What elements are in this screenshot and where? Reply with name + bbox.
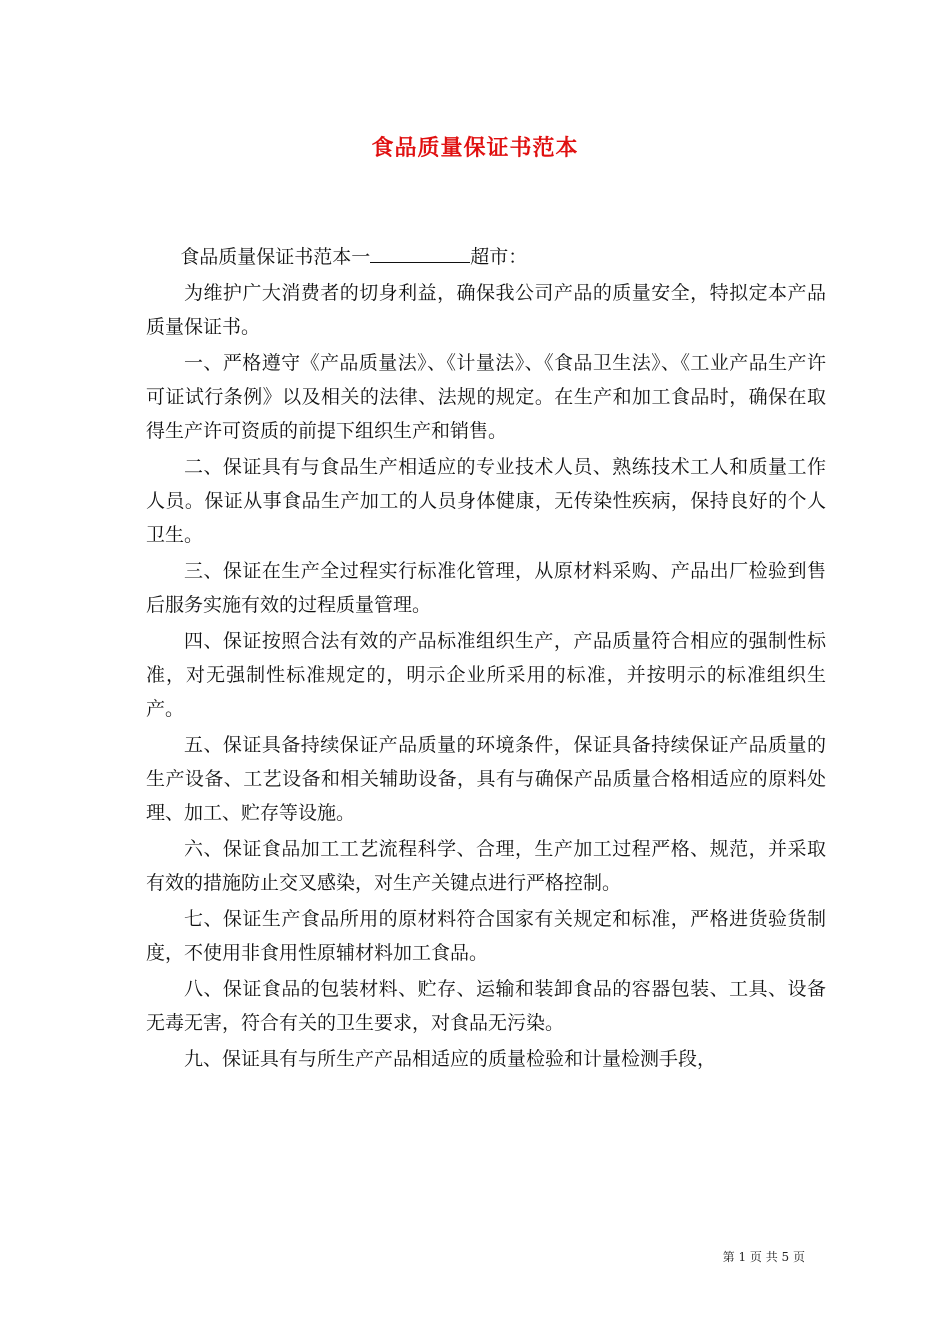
paragraph: 九、保证具有与所生产产品相适应的质量检验和计量检测手段， [184, 1048, 717, 1070]
document-body [146, 240, 826, 1078]
opening-line [146, 240, 826, 274]
document-title: 食品质量保证书范本 [371, 135, 579, 161]
blank-underline [370, 240, 470, 263]
paragraph: 六、保证食品加工工艺流程科学、合理，生产加工过程严格、规范，并采取有效的措施防止交叉感染，对生产关键点进行严格控制。 [146, 838, 826, 894]
opening-prefix: 食品质量保证书范本一 [180, 246, 371, 268]
paragraph: 二、保证具有与食品生产相适应的专业技术人员、熟练技术工人和质量工作人员。保证从事食品生产加工的人员身体健康，无传染性疾病，保持良好的个人卫生。 [146, 456, 826, 546]
opening-suffix: 超市： [470, 246, 528, 268]
paragraph: 八、保证食品的包装材料、贮存、运输和装卸食品的容器包装、工具、设备无毒无害，符合有关的卫生要求，对食品无污染。 [146, 978, 826, 1034]
page-number: 第 1 页 共 5 页 [722, 1250, 805, 1264]
paragraph: 三、保证在生产全过程实行标准化管理，从原材料采购、产品出厂检验到售后服务实施有效的过程质量管理。 [146, 560, 826, 616]
paragraph: 七、保证生产食品所用的原材料符合国家有关规定和标准，严格进货验货制度，不使用非食用性原辅材料加工食品。 [146, 908, 826, 964]
paragraph: 为维护广大消费者的切身利益，确保我公司产品的质量安全，特拟定本产品质量保证书。 [146, 282, 826, 338]
paragraph: 四、保证按照合法有效的产品标准组织生产，产品质量符合相应的强制性标准，对无强制性标准规定的，明示企业所采用的标准，并按明示的标准组织生产。 [146, 630, 826, 720]
paragraph: 五、保证具备持续保证产品质量的环境条件，保证具备持续保证产品质量的生产设备、工艺设备和相关辅助设备，具有与确保产品质量合格相适应的原料处理、加工、贮存等设施。 [146, 734, 826, 824]
paragraph: 一、严格遵守《产品质量法》、《计量法》、《食品卫生法》、《工业产品生产许可证试行条例》以及相关的法律、法规的规定。在生产和加工食品时，确保在取得生产许可资质的前提下组织生产和销售。 [146, 352, 826, 442]
